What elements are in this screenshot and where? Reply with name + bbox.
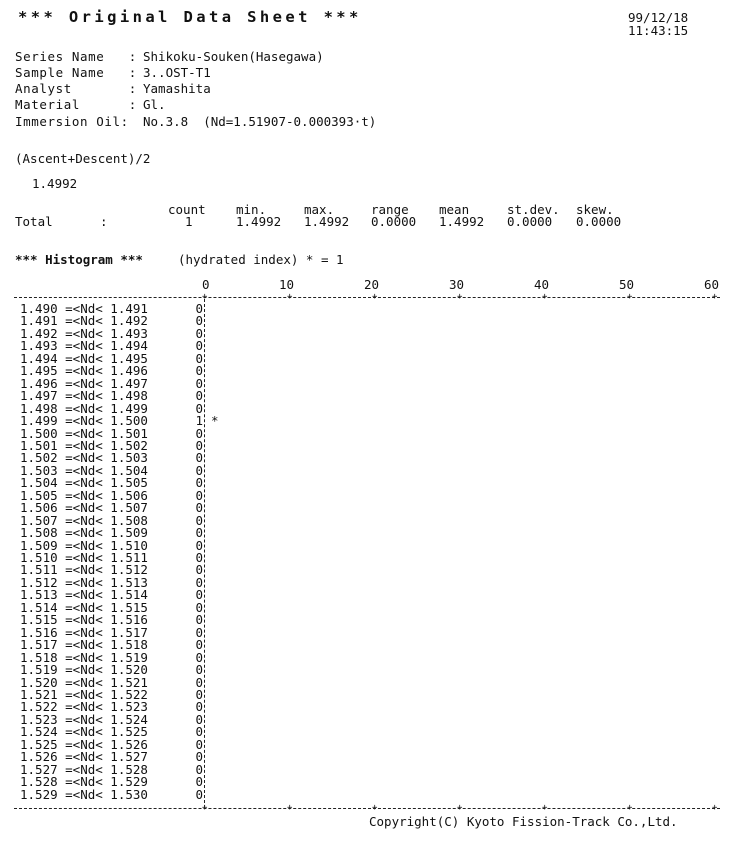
histogram-row-count: 0 (195, 724, 203, 740)
stats-header-stdev: st.dev. (507, 202, 560, 217)
histogram-row-range: 1.504 =<Nd< 1.505 (20, 475, 148, 491)
histogram-row-count: 0 (195, 624, 203, 640)
tick-mark: + (627, 292, 633, 302)
tick-mark: + (202, 803, 208, 813)
histogram-row-count: 0 (195, 388, 203, 404)
histogram-row-count: 0 (195, 500, 203, 516)
tick-mark: + (457, 292, 463, 302)
stats-header-count: count (168, 202, 206, 217)
stats-value-min: 1.4992 (236, 214, 282, 229)
meta-value-analyst: Yamashita (143, 81, 211, 96)
histogram-row-range: 1.493 =<Nd< 1.494 (20, 338, 148, 354)
histogram-row-range: 1.496 =<Nd< 1.497 (20, 375, 148, 391)
stats-value-max: 1.4992 (304, 214, 350, 229)
histogram-row-range: 1.528 =<Nd< 1.529 (20, 774, 148, 790)
histogram-row-count: 0 (195, 462, 203, 478)
histogram-row-range: 1.505 =<Nd< 1.506 (20, 487, 148, 503)
histogram-row-range: 1.511 =<Nd< 1.512 (20, 562, 148, 578)
histogram-row-count: 1 (195, 413, 203, 429)
meta-label-immersion-oil: Immersion Oil: (15, 114, 129, 129)
histogram-row-count: 0 (195, 786, 203, 802)
histogram-row-count: 0 (195, 637, 203, 653)
print-date: 99/12/18 (628, 10, 689, 25)
stats-header-mean: mean (439, 202, 470, 217)
stats-header-skew: skew. (576, 202, 614, 217)
tick-mark: + (202, 292, 208, 302)
histogram-row-range: 1.492 =<Nd< 1.493 (20, 325, 148, 341)
histogram-row-range: 1.517 =<Nd< 1.518 (20, 637, 148, 653)
histogram-row-count: 0 (195, 301, 203, 316)
histogram-row-count: 0 (195, 512, 203, 528)
stats-value-skew: 0.0000 (576, 214, 622, 229)
axis-tick-label: 20 (364, 277, 380, 292)
histogram-row-range: 1.529 =<Nd< 1.530 (20, 786, 148, 802)
meta-label-sample: Sample Name : (15, 65, 137, 80)
tick-mark: + (457, 803, 463, 813)
stats-row-colon: : (100, 214, 108, 229)
stats-header-range: range (371, 202, 409, 217)
histogram-row-count: 0 (195, 487, 203, 503)
stats-header-max: max. (304, 202, 335, 217)
histogram-row-range: 1.522 =<Nd< 1.523 (20, 699, 148, 715)
ascent-descent-label: (Ascent+Descent)/2 (15, 151, 151, 166)
tick-mark: + (372, 292, 378, 302)
histogram-row-count: 0 (195, 313, 203, 329)
histogram-row-count: 0 (195, 375, 203, 391)
histogram-legend: (hydrated index) * = 1 (178, 252, 344, 267)
histogram-row-count: 0 (195, 599, 203, 615)
histogram-row-count: 0 (195, 612, 203, 628)
histogram-row-range: 1.506 =<Nd< 1.507 (20, 500, 148, 516)
histogram-row-count: 0 (195, 350, 203, 366)
histogram-row-range: 1.527 =<Nd< 1.528 (20, 761, 148, 777)
histogram-heading: *** Histogram *** (15, 252, 143, 267)
histogram-row-count: 0 (195, 761, 203, 777)
histogram-row-range: 1.508 =<Nd< 1.509 (20, 525, 148, 541)
axis-tick-label: 10 (279, 277, 295, 292)
histogram-row-range: 1.494 =<Nd< 1.495 (20, 350, 148, 366)
histogram-row-range: 1.525 =<Nd< 1.526 (20, 736, 148, 752)
histogram-row-count: 0 (195, 450, 203, 466)
tick-mark: + (287, 803, 293, 813)
histogram-row-count: 0 (195, 674, 203, 690)
histogram-row-range: 1.498 =<Nd< 1.499 (20, 400, 148, 416)
meta-label-material: Material : (15, 97, 137, 112)
histogram-row-range: 1.502 =<Nd< 1.503 (20, 450, 148, 466)
histogram-row-range: 1.510 =<Nd< 1.511 (20, 550, 148, 565)
histogram-row-count: 0 (195, 400, 203, 416)
histogram-row-count: 0 (195, 774, 203, 790)
axis-tick-label: 30 (449, 277, 465, 292)
tick-mark: + (287, 292, 293, 302)
histogram-row-count: 0 (195, 363, 203, 379)
histogram-row-count: 0 (195, 649, 203, 665)
stats-header-min: min. (236, 202, 267, 217)
tick-mark: + (627, 803, 633, 813)
histogram-row-range: 1.521 =<Nd< 1.522 (20, 686, 148, 702)
meta-value-material: Gl. (143, 97, 166, 112)
histogram-row-count: 0 (195, 537, 203, 553)
histogram-row-range: 1.509 =<Nd< 1.510 (20, 537, 148, 553)
histogram-row-range: 1.516 =<Nd< 1.517 (20, 624, 148, 640)
histogram-row-count: 0 (195, 736, 203, 752)
meta-label-series: Series Name : (15, 49, 137, 64)
axis-tick-label: 60 (704, 277, 720, 292)
tick-mark: + (712, 292, 718, 302)
tick-mark: + (372, 803, 378, 813)
histogram-row-range: 1.490 =<Nd< 1.491 (20, 301, 148, 316)
histogram-row-count: 0 (195, 550, 203, 565)
meta-value-series: Shikoku-Souken(Hasegawa) (143, 49, 324, 64)
histogram-row-count: 0 (195, 711, 203, 727)
histogram-row-range: 1.520 =<Nd< 1.521 (20, 674, 148, 690)
tick-mark: + (712, 803, 718, 813)
histogram-row-count: 0 (195, 325, 203, 341)
histogram-row-count: 0 (195, 587, 203, 603)
histogram-row-range: 1.500 =<Nd< 1.501 (20, 425, 148, 441)
histogram-row-range: 1.495 =<Nd< 1.496 (20, 363, 148, 379)
axis-tick-label: 0 (202, 277, 210, 292)
histogram-row-range: 1.519 =<Nd< 1.520 (20, 662, 148, 678)
histogram-row-range: 1.524 =<Nd< 1.525 (20, 724, 148, 740)
ascent-descent-value: 1.4992 (32, 176, 78, 191)
histogram-row-count: 0 (195, 699, 203, 715)
tick-mark: + (542, 803, 548, 813)
histogram-row-range: 1.499 =<Nd< 1.500 (20, 413, 148, 429)
histogram-row-range: 1.491 =<Nd< 1.492 (20, 313, 148, 329)
histogram-row-range: 1.515 =<Nd< 1.516 (20, 612, 148, 628)
histogram-row-count: 0 (195, 662, 203, 678)
histogram-row-count: 0 (195, 686, 203, 702)
stats-value-stdev: 0.0000 (507, 214, 553, 229)
histogram-row (0, 786, 735, 802)
histogram-row-range: 1.503 =<Nd< 1.504 (20, 462, 148, 478)
histogram-row-range: 1.523 =<Nd< 1.524 (20, 711, 148, 727)
tick-mark: + (542, 292, 548, 302)
histogram-row-range: 1.501 =<Nd< 1.502 (20, 437, 148, 453)
histogram-row-count: 0 (195, 562, 203, 578)
histogram-row-range: 1.513 =<Nd< 1.514 (20, 587, 148, 603)
document-title: *** Original Data Sheet *** (18, 8, 362, 26)
histogram-row-range: 1.497 =<Nd< 1.498 (20, 388, 148, 404)
stats-row-label: Total (15, 214, 53, 229)
print-time: 11:43:15 (628, 23, 689, 38)
histogram-row-count: 0 (195, 425, 203, 441)
meta-value-immersion-oil: No.3.8 (Nd=1.51907-0.000393·t) (143, 114, 377, 129)
histogram-row-range: 1.526 =<Nd< 1.527 (20, 749, 148, 765)
histogram-row-range: 1.512 =<Nd< 1.513 (20, 574, 148, 590)
histogram-row-count: 0 (195, 437, 203, 453)
stats-value-mean: 1.4992 (439, 214, 485, 229)
stats-value-range: 0.0000 (371, 214, 417, 229)
histogram-row-range: 1.514 =<Nd< 1.515 (20, 599, 148, 615)
histogram-row-bar: * (211, 413, 219, 429)
meta-value-sample: 3..OST-T1 (143, 65, 211, 80)
meta-label-analyst: Analyst : (15, 81, 137, 96)
histogram-row-count: 0 (195, 525, 203, 541)
copyright-notice: Copyright(C) Kyoto Fission-Track Co.,Ltd. (369, 814, 678, 829)
histogram-row-count: 0 (195, 574, 203, 590)
histogram-row-count: 0 (195, 338, 203, 354)
stats-value-count: 1 (185, 214, 193, 229)
histogram-row-count: 0 (195, 749, 203, 765)
histogram-row-count: 0 (195, 475, 203, 491)
axis-tick-label: 40 (534, 277, 550, 292)
histogram-row-range: 1.507 =<Nd< 1.508 (20, 512, 148, 528)
histogram-row-range: 1.518 =<Nd< 1.519 (20, 649, 148, 665)
axis-tick-label: 50 (619, 277, 635, 292)
